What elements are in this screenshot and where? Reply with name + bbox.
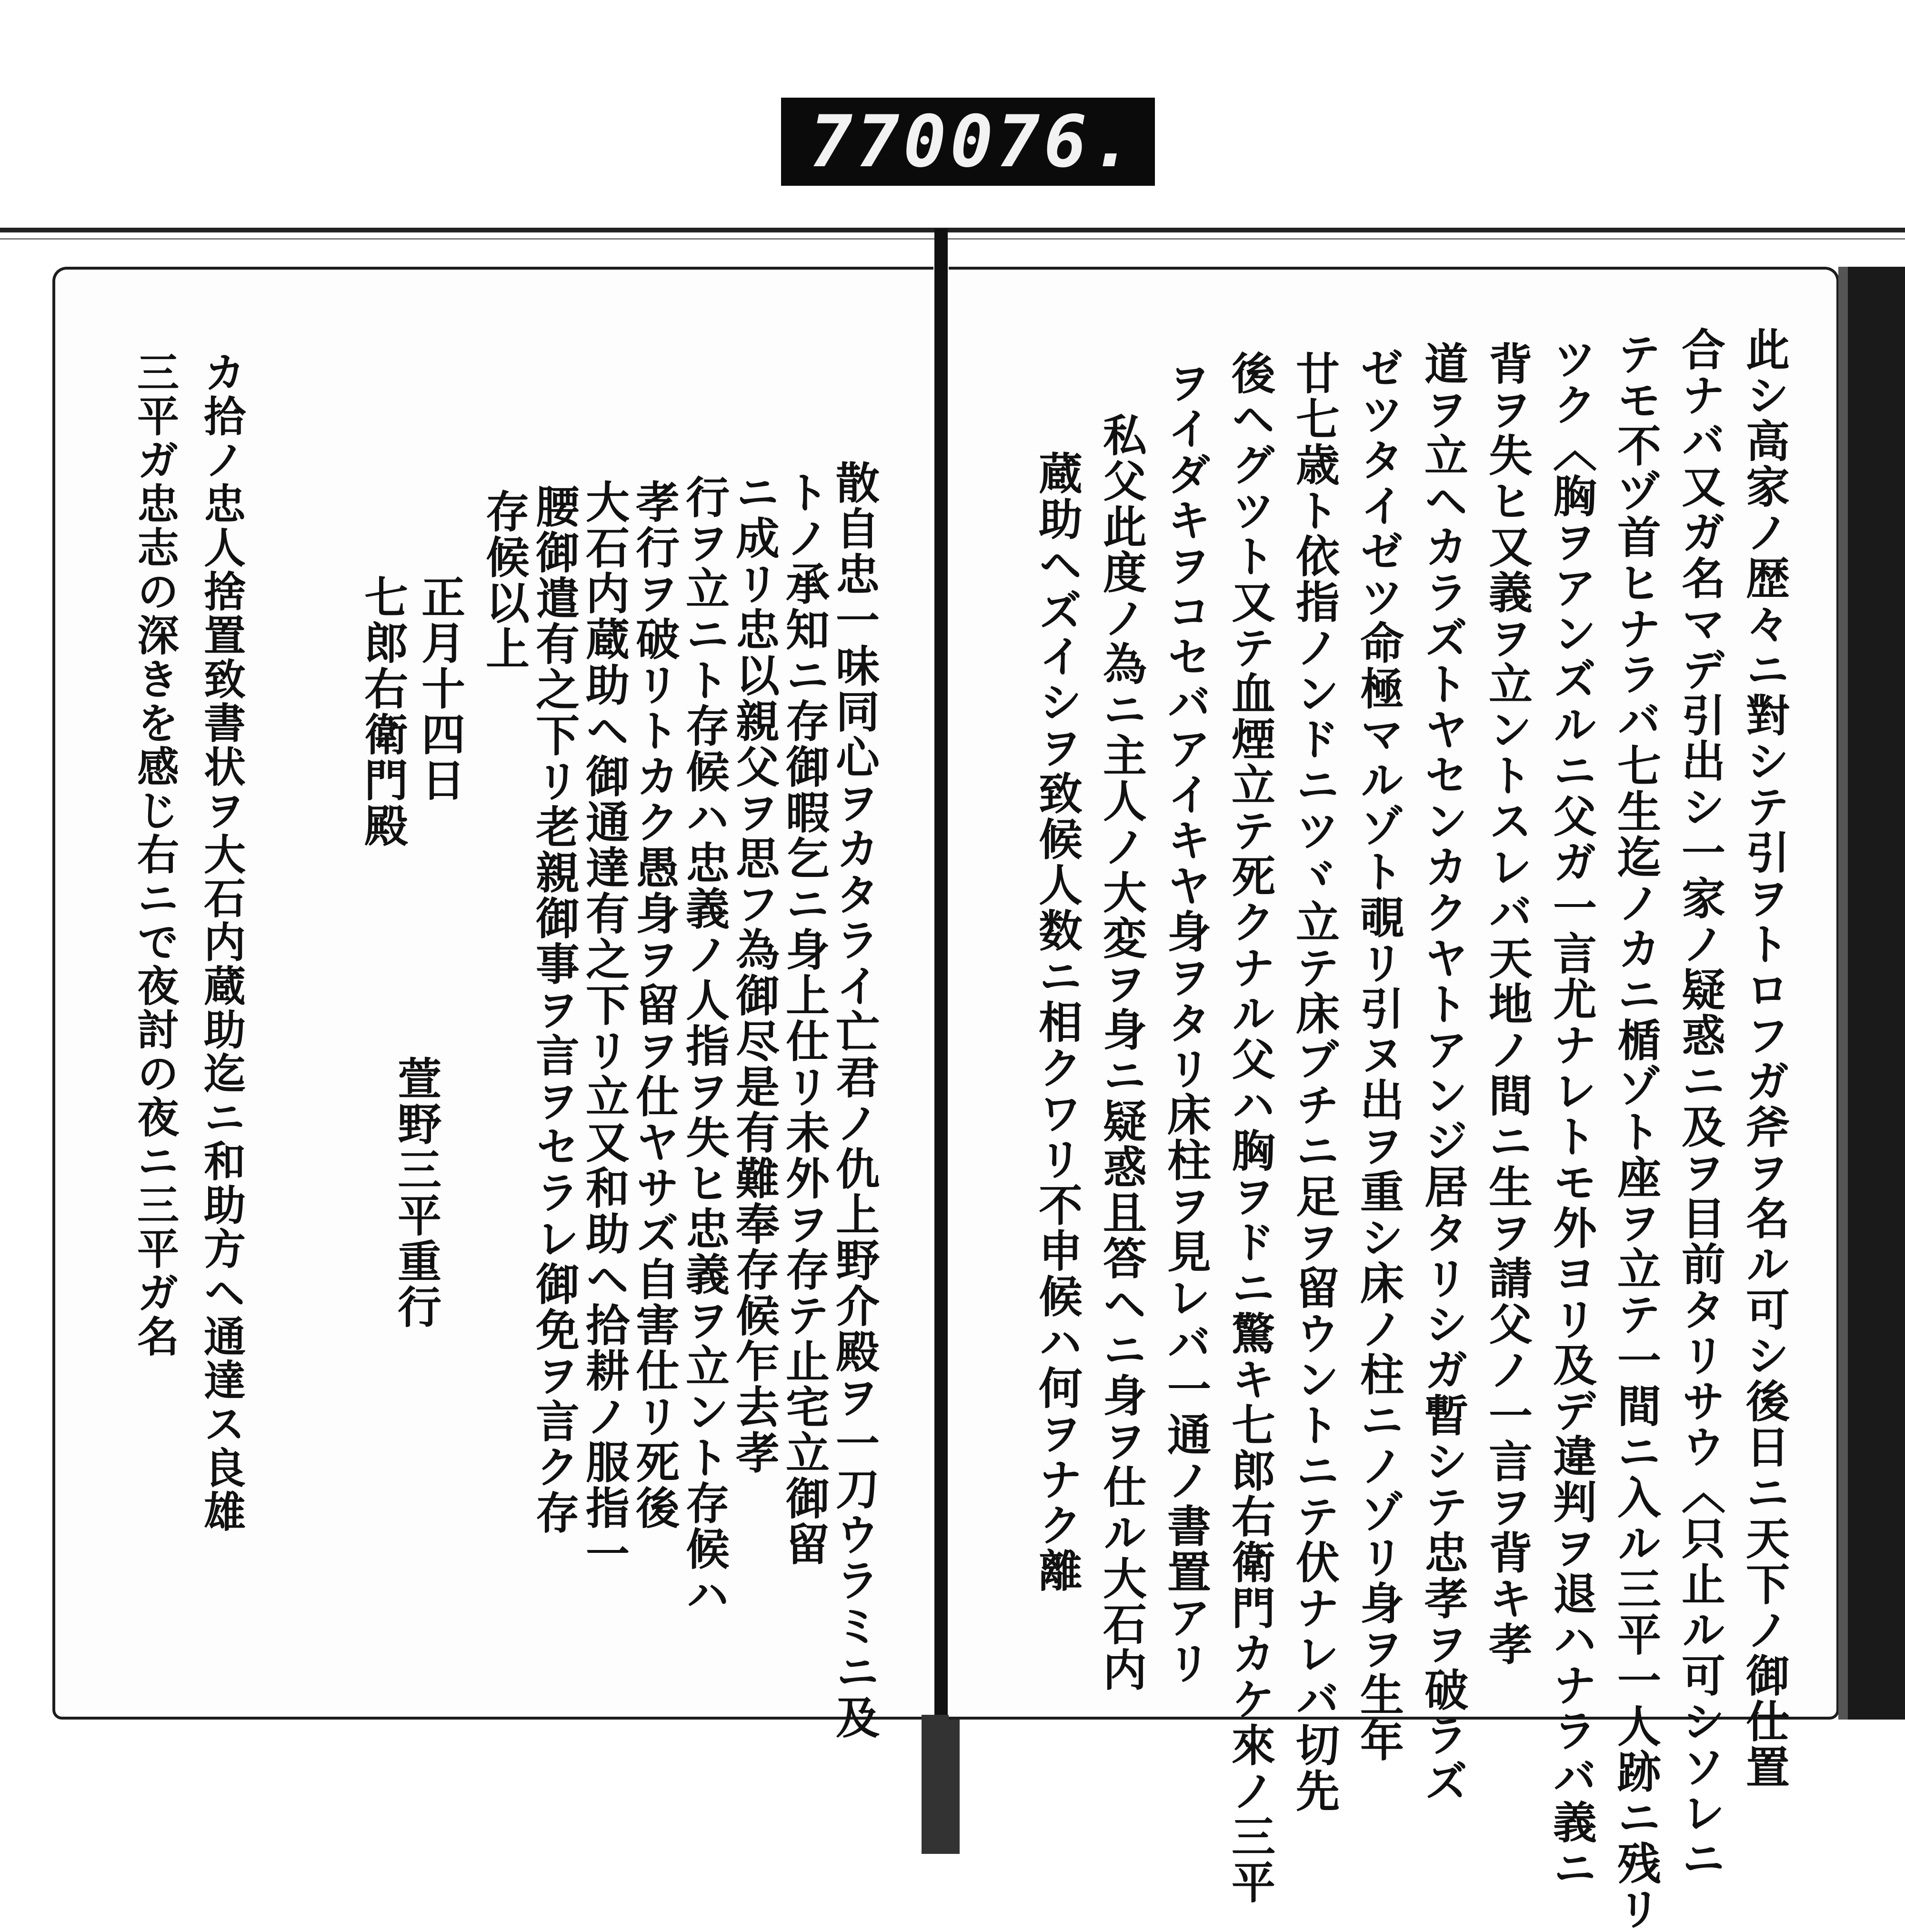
- left-col-8: 存候以上: [479, 489, 530, 672]
- left-col-1: 散自忠一味同心ヲカタライ亡君ノ仇上野介殿ヲ一刀ウラミニ及: [829, 460, 880, 1741]
- left-col-3: ニ成リ忠以親父ヲ思フ為御尽是有難奉存候乍去孝: [729, 470, 780, 1476]
- right-col-6: 道ヲ立ヘカラズトヤセンカクヤトアンジ居タリシガ暫シテ忠孝ヲ破ラズ: [1417, 341, 1469, 1804]
- book-spine: [934, 229, 948, 1854]
- book-fore-edge: [1848, 267, 1905, 1720]
- right-col-3: テモ不ヅ首ヒナラバ七生迄ノカニ楯ゾト座ヲ立テ一間ニ入ル三平一人跡ニ残リ: [1610, 332, 1662, 1932]
- left-col-6: 大石内蔵助ヘ御通達有之下リ立又和助ヘ拾耕ノ服指一: [579, 479, 630, 1577]
- left-col-2: トノ承知ニ存御暇乞ニ身上仕リ未外ヲ存テ止宅立御留: [779, 470, 830, 1567]
- binding-top-rule-thin: [0, 238, 1905, 240]
- right-page: [949, 267, 1839, 1932]
- right-col-5: 背ヲ失ヒ又義ヲ立ントスレバ天地ノ間ニ生ヲ請父ノ一言ヲ背キ孝: [1482, 341, 1533, 1667]
- left-col-4: 行ヲ立ニト存候ハ忠義ノ人指ヲ失ヒ忠義ヲ立ント存候ハ: [679, 474, 730, 1618]
- right-col-2: 合ナバ又ガ名マデ引出シ一家ノ疑惑ニ及ヲ目前タリサウ〈只止ル可シソレニ: [1674, 327, 1726, 1882]
- right-col-12: 蔵助ヘズイシヲ致候人数ニ相クワリ不申候ハ何ヲナク離: [1032, 451, 1083, 1594]
- right-col-4: ツク〈胸ヲアンズルニ父ガ一言尤ナレトモ外ヨリ及デ違判ヲ退ハナラバ義ニ: [1546, 336, 1597, 1891]
- left-col-7: 腰御遣有之下リ老親御事ヲ言ヲセラレ御免ヲ言ク存: [529, 484, 580, 1536]
- left-col-10: 七郎右衛門殿: [357, 574, 409, 849]
- binding-top-rule: [0, 228, 1905, 232]
- book-spine-shadow: [922, 1715, 960, 1854]
- archive-label-left: 770: [810, 100, 950, 183]
- right-col-7: ゼツタイゼツ命極マルゾト覗リ引ヌ出ヲ重シ床ノ柱ニノゾリ身ヲ生年: [1353, 346, 1404, 1763]
- right-col-11: 私父此度ノ為ニ主人ノ大変ヲ身ニ疑惑且答ヘニ身ヲ仕ル大石内: [1096, 413, 1147, 1693]
- left-col-13: 三平ガ忠志の深きを感じ右ニで夜討の夜ニ三平ガ名: [130, 351, 180, 1358]
- right-col-8: 廿七歳ト依指ノンドニツヾ立テ床ブチニ足ヲ留ウントニテ伏ナレバ切先: [1289, 351, 1340, 1814]
- right-col-1: 此シ高家ノ歴々ニ對シテ引ヲトロフガ斧ヲ名ル可シ後日ニ天下ノ御仕置: [1739, 327, 1790, 1790]
- fore-edge-highlight: [1838, 267, 1848, 1720]
- archive-label-right: 076.: [950, 100, 1138, 183]
- left-page: [52, 267, 933, 1741]
- left-col-12: カ拾ノ忠人捨置致書状ヲ大石内蔵助迄ニ和助方ヘ通達ス良雄: [197, 351, 247, 1534]
- left-col-11: 萱野三平重行: [391, 1056, 442, 1330]
- left-col-9: 正月十四日: [414, 574, 466, 803]
- left-col-5: 孝行ヲ破リトカク愚身ヲ留ヲ仕ヤサズ自害仕リ死後: [629, 479, 680, 1531]
- archive-label: [781, 98, 1155, 186]
- right-col-9: 後ヘグツト又テ血煙立テ死クナル父ハ胸ヲドニ驚キ七郎右衛門カケ來ノ三平: [1224, 351, 1276, 1905]
- right-col-10: ヲイダキヲコセバアイキヤ身ヲタリ床柱ヲ見レバ一通ノ書置アリ: [1160, 360, 1212, 1686]
